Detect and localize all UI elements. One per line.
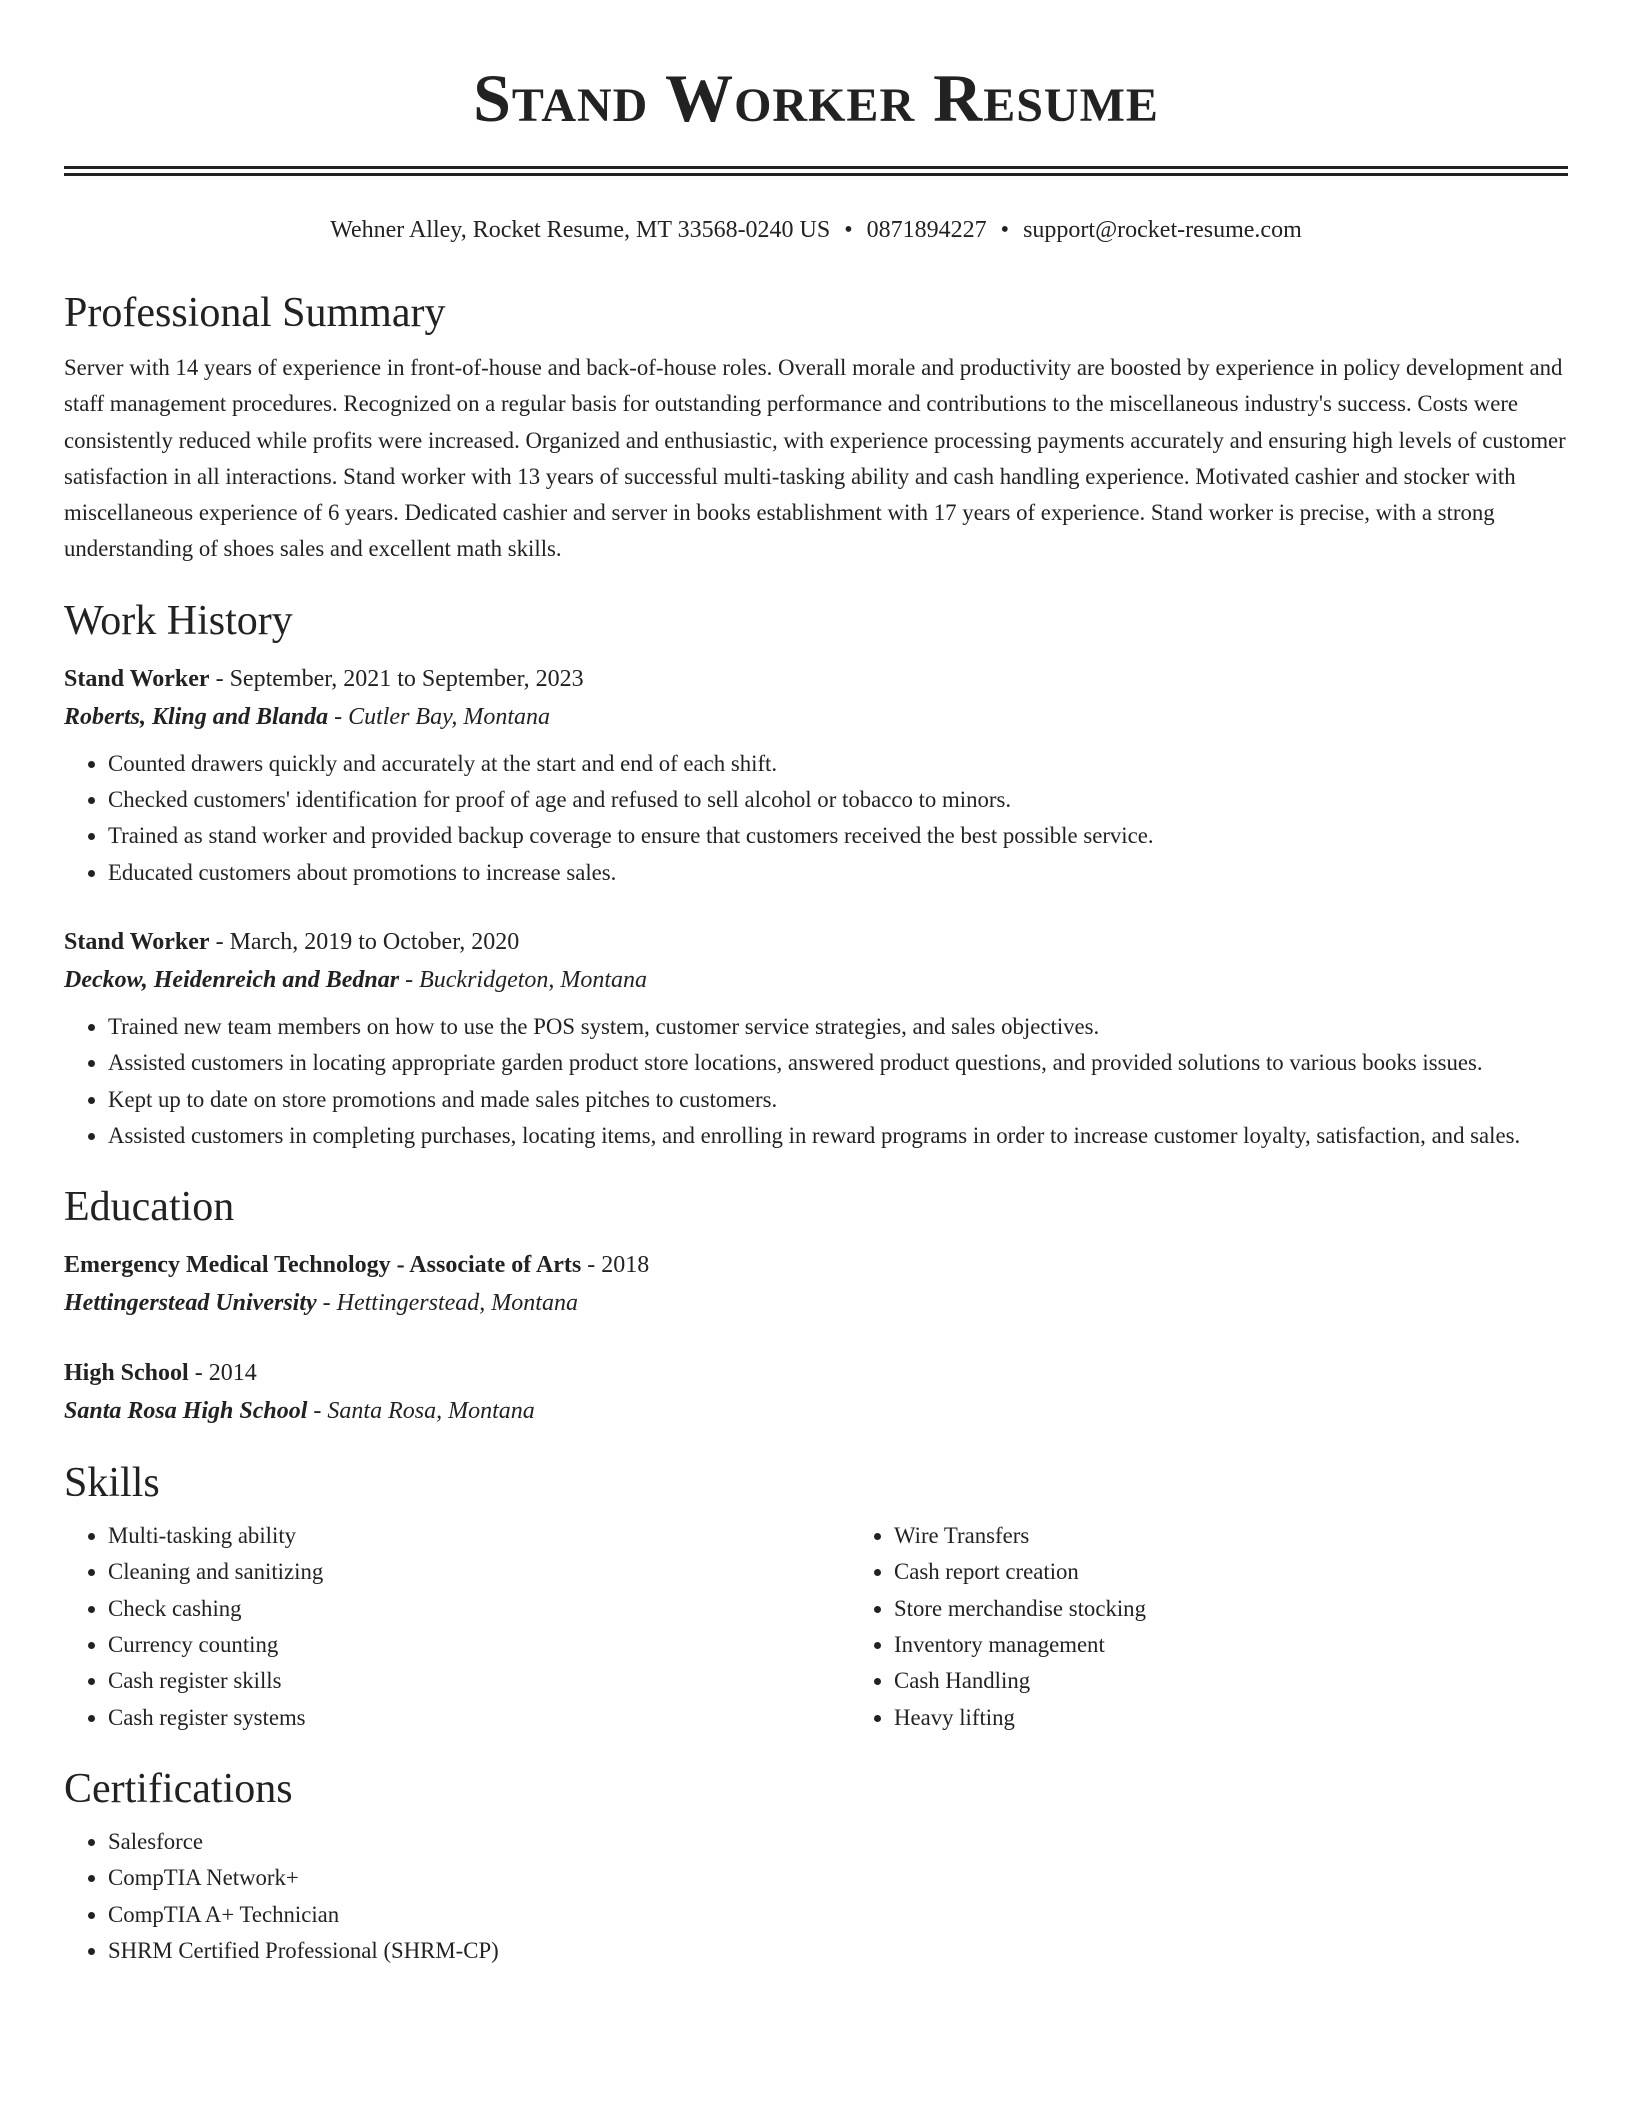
education-degree: High School	[64, 1360, 189, 1387]
job-location: - Buckridgeton, Montana	[399, 966, 648, 993]
list-item: • Store merchandise stocking	[894, 1591, 1632, 1627]
job-company: Deckow, Heidenreich and Bednar	[64, 966, 400, 993]
education-school: Hettingerstead University	[64, 1290, 317, 1317]
list-item: • CompTIA A+ Technician	[108, 1897, 1568, 1933]
job-entry	[64, 923, 1568, 999]
contact-phone: 0871894227	[866, 217, 987, 243]
skills-heading: Skills	[64, 1460, 160, 1507]
list-item: • Cash Handling	[894, 1663, 1632, 1699]
education-degree: Emergency Medical Technology - Associate of Arts	[64, 1252, 582, 1279]
certifications-list	[64, 1824, 1568, 1969]
contact-email: support@rocket-resume.com	[1023, 217, 1302, 243]
list-item: • CompTIA Network+	[108, 1860, 1568, 1896]
list-item: • Currency counting	[108, 1627, 850, 1663]
education-section	[64, 1182, 1568, 1430]
job-location: - Cutler Bay, Montana	[328, 703, 551, 730]
work-history-section	[64, 596, 1568, 1154]
list-item: • SHRM Certified Professional (SHRM-CP)	[108, 1933, 1568, 1969]
list-item: • Educated customers about promotions to increase sales.	[108, 855, 1568, 891]
contact-separator: •	[1000, 217, 1010, 243]
education-year: - 2018	[581, 1252, 650, 1279]
skills-columns	[64, 1508, 1568, 1736]
list-item: • Trained new team members on how to use the POS system, customer service strategies, and sales objectives.	[108, 1009, 1568, 1045]
job-company: Roberts, Kling and Blanda	[64, 703, 329, 730]
list-item: • Cash report creation	[894, 1554, 1632, 1590]
list-item: • Heavy lifting	[894, 1700, 1632, 1736]
education-heading: Education	[64, 1184, 235, 1231]
list-item: • Checked customers' identification for proof of age and refused to sell alcohol or tobacco to minors.	[108, 782, 1568, 818]
skills-section	[64, 1458, 1568, 1736]
list-item: • Counted drawers quickly and accurately at the start and end of each shift.	[108, 746, 1568, 782]
summary-section	[64, 288, 1568, 568]
work-history-heading: Work History	[64, 597, 293, 644]
job-entry	[64, 660, 1568, 736]
contact-separator: •	[844, 217, 853, 243]
contact-address: Wehner Alley, Rocket Resume, MT 33568-0240 US	[330, 217, 831, 243]
list-item: • Check cashing	[108, 1591, 850, 1627]
list-item: • Cash register skills	[108, 1663, 850, 1699]
list-item: • Assisted customers in locating appropriate garden product store locations, answered product questions, and provided solutions to various books issues.	[108, 1045, 1568, 1081]
education-location: - Santa Rosa, Montana	[307, 1398, 535, 1425]
list-item: • Cleaning and sanitizing	[108, 1554, 850, 1590]
job-bullets	[64, 1009, 1568, 1154]
contact-line	[64, 214, 1568, 246]
education-entry	[64, 1246, 1568, 1322]
job-dates: - September, 2021 to September, 2023	[209, 665, 584, 692]
education-location: - Hettingerstead, Montana	[316, 1290, 578, 1317]
title-double-rule	[64, 166, 1568, 176]
list-item: • Multi-tasking ability	[108, 1518, 850, 1554]
certifications-heading: Certifications	[64, 1765, 293, 1812]
education-year: - 2014	[188, 1360, 257, 1387]
job-title: Stand Worker	[64, 665, 210, 692]
job-dates: - March, 2019 to October, 2020	[209, 928, 520, 955]
job-bullets	[64, 746, 1568, 891]
certifications-section	[64, 1764, 1568, 1969]
list-item: • Kept up to date on store promotions and made sales pitches to customers.	[108, 1082, 1568, 1118]
list-item: • Salesforce	[108, 1824, 1568, 1860]
skills-list-right	[850, 1518, 1632, 1736]
list-item: • Cash register systems	[108, 1700, 850, 1736]
list-item: • Trained as stand worker and provided backup coverage to ensure that customers received the best possible service.	[108, 818, 1568, 854]
education-school: Santa Rosa High School	[64, 1398, 308, 1425]
list-item: • Assisted customers in completing purchases, locating items, and enrolling in reward programs in order to increase customer loyalty, satisfaction, and sales.	[108, 1118, 1568, 1154]
job-title: Stand Worker	[64, 928, 210, 955]
education-entry	[64, 1354, 1568, 1430]
list-item: • Wire Transfers	[894, 1518, 1632, 1554]
summary-text: Server with 14 years of experience in front-of-house and back-of-house roles. Overall morale and productivity are boosted by experience in policy development and staff management procedures. Recognized on a regular basis for outstanding performance and contributions to the miscellaneous industry's success. Costs were consistently reduced while profits were increased. Organized and enthusiastic, with experience processing payments accurately and ensuring high levels of customer satisfaction in all interactions. Stand worker with 13 years of successful multi-tasking ability and cash handling experience. Motivated cashier and stocker with miscellaneous experience of 6 years. Dedicated cashier and server in books establishment with 17 years of experience. Stand worker is precise, with a strong understanding of shoes sales and excellent math skills.	[64, 355, 1566, 562]
resume-title: Stand Worker Resume	[473, 60, 1159, 136]
summary-heading: Professional Summary	[64, 290, 446, 336]
skills-list-left	[64, 1518, 850, 1736]
list-item: • Inventory management	[894, 1627, 1632, 1663]
